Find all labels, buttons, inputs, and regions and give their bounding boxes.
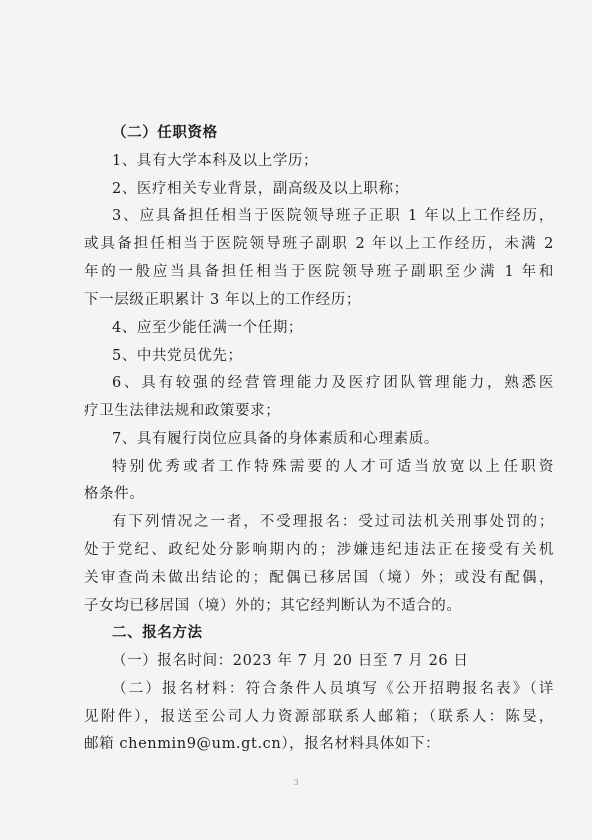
section-heading-qualifications: （二）任职资格: [112, 124, 218, 141]
qualification-item-3-line-1: 3、应具备担任相当于医院领导班子正职 1 年以上工作经历，: [112, 208, 554, 224]
special-talent-note-line-2: 格条件。: [84, 486, 145, 502]
exclusion-paragraph-line-3: 关审查尚未做出结论的；配偶已移居国（境）外；或没有配偶，: [84, 570, 554, 586]
qualification-item-4: 4、应至少能任满一个任期；: [112, 320, 304, 336]
qualification-item-6-line-1: 6、具有较强的经营管理能力及医疗团队管理能力，熟悉医: [112, 375, 554, 391]
special-talent-note-line-1: 特别优秀或者工作特殊需要的人才可适当放宽以上任职资: [112, 459, 554, 475]
qualification-item-1: 1、具有大学本科及以上学历；: [112, 153, 319, 169]
page-number: 3: [293, 778, 299, 787]
exclusion-paragraph-line-1: 有下列情况之一者，不受理报名：受过司法机关刑事处罚的；: [112, 514, 554, 530]
qualification-item-6-line-2: 疗卫生法律法规和政策要求；: [84, 403, 281, 419]
section-heading-registration: 二、报名方法: [112, 624, 203, 641]
qualification-item-7: 7、具有履行岗位应具备的身体素质和心理素质。: [112, 431, 439, 447]
qualification-item-2: 2、医疗相关专业背景，副高级及以上职称；: [112, 181, 409, 197]
qualification-item-3-line-2: 或具备担任相当于医院领导班子副职 2 年以上工作经历，未满 2: [84, 236, 554, 252]
qualification-item-5: 5、中共党员优先；: [112, 348, 243, 364]
registration-materials-line-2: 见附件），报送至公司人力资源部联系人邮箱；（联系人：陈旻，: [84, 709, 554, 725]
qualification-item-3-line-3: 年的一般应当具备担任相当于医院领导班子副职至少满 1 年和: [84, 264, 554, 280]
registration-materials-line-3: 邮箱 chenmin9@um.gt.cn），报名材料具体如下：: [84, 736, 441, 752]
registration-materials-line-1: （二）报名材料：符合条件人员填写《公开招聘报名表》（详: [112, 681, 554, 697]
exclusion-paragraph-line-4: 子女均已移居国（境）外的；其它经判断认为不适合的。: [84, 598, 462, 614]
qualification-item-3-line-4: 下一层级正职累计 3 年以上的工作经历；: [84, 292, 361, 308]
registration-time: （一）报名时间：2023 年 7 月 20 日至 7 月 26 日: [112, 653, 469, 669]
exclusion-paragraph-line-2: 处于党纪、政纪处分影响期内的；涉嫌违纪违法正在接受有关机: [84, 542, 554, 558]
